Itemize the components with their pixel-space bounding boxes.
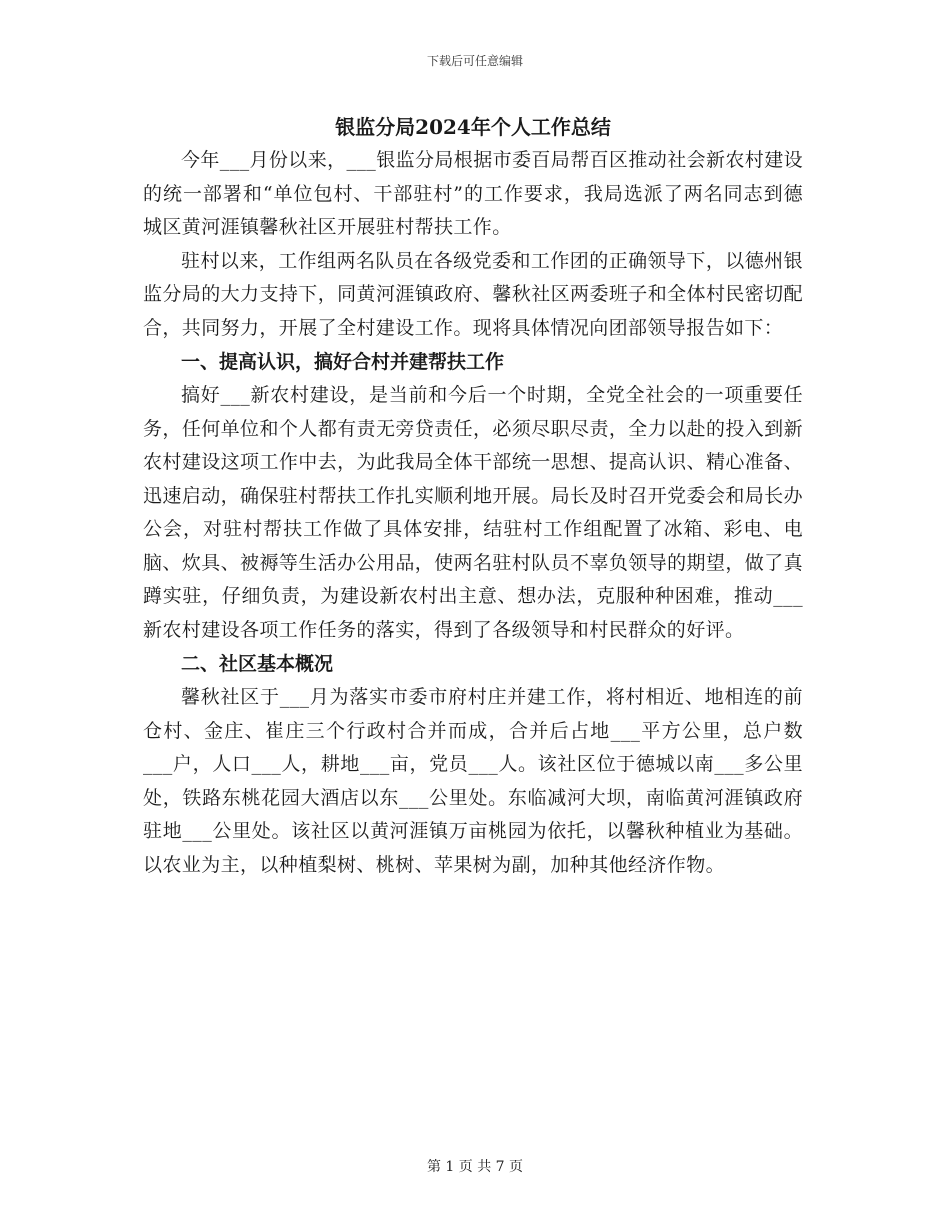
page-number-footer: 第 1 页 共 7 页: [426, 1159, 524, 1175]
header-note: 下载后可任意编辑: [426, 54, 523, 68]
paragraph-intro: 今年___月份以来，___银监分局根据市委百局帮百区推动社会新农村建设的统一部署和“单位包村、干部驻村”的工作要求，我局选派了两名同志到德城区黄河涯镇馨秋社区开展驻村帮扶工作。: [143, 149, 804, 238]
document-body: [143, 110, 803, 882]
paragraph-background: 驻村以来，工作组两名队员在各级党委和工作团的正确领导下，以德州银监分局的大力支持下，同黄河涯镇政府、馨秋社区两委班子和全体村民密切配合，共同努力，开展了全村建设工作。现将具体情况向团部领导报告如下：: [143, 249, 803, 339]
section-heading-2: 二、社区基本概况: [181, 653, 334, 675]
document-title: 银监分局2024年个人工作总结: [335, 115, 611, 139]
paragraph-section-2: 馨秋社区于___月为落实市委市府村庄并建工作，将村相近、地相连的前仓村、金庄、崔庄三个行政村合并而成，合并后占地___平方公里，总户数___户，人口___人，耕地___亩，党员___人。该社区位于德城以南___多公里处，铁路东桃花园大酒店以东___公里处。东临减河大坝，南临黄河涯镇政府驻地___公里处。该社区以黄河涯镇万亩桃园为依托，以馨秋种植业为基础。以农业为主，以种植梨树、桃树、苹果树为副，加种其他经济作物。: [143, 686, 803, 876]
section-heading-1: 一、提高认识，搞好合村并建帮扶工作: [181, 351, 505, 373]
paragraph-section-1: 搞好___新农村建设，是当前和今后一个时期，全党全社会的一项重要任务，任何单位和个人都有责无旁贷责任，必须尽职尽责，全力以赴的投入到新农村建设这项工作中去，为此我局全体干部统一思想、提高认识、精心准备、迅速启动，确保驻村帮扶工作扎实顺利地开展。局长及时召开党委会和局长办公会，对驻村帮扶工作做了具体安排，结驻村工作组配置了冰箱、彩电、电脑、炊具、被褥等生活办公用品，使两名驻村队员不辜负领导的期望，做了真蹲实驻，仔细负责，为建设新农村出主意、想办法，克服种种困难，推动___新农村建设各项工作任务的落实，得到了各级领导和村民群众的好评。: [143, 384, 803, 641]
